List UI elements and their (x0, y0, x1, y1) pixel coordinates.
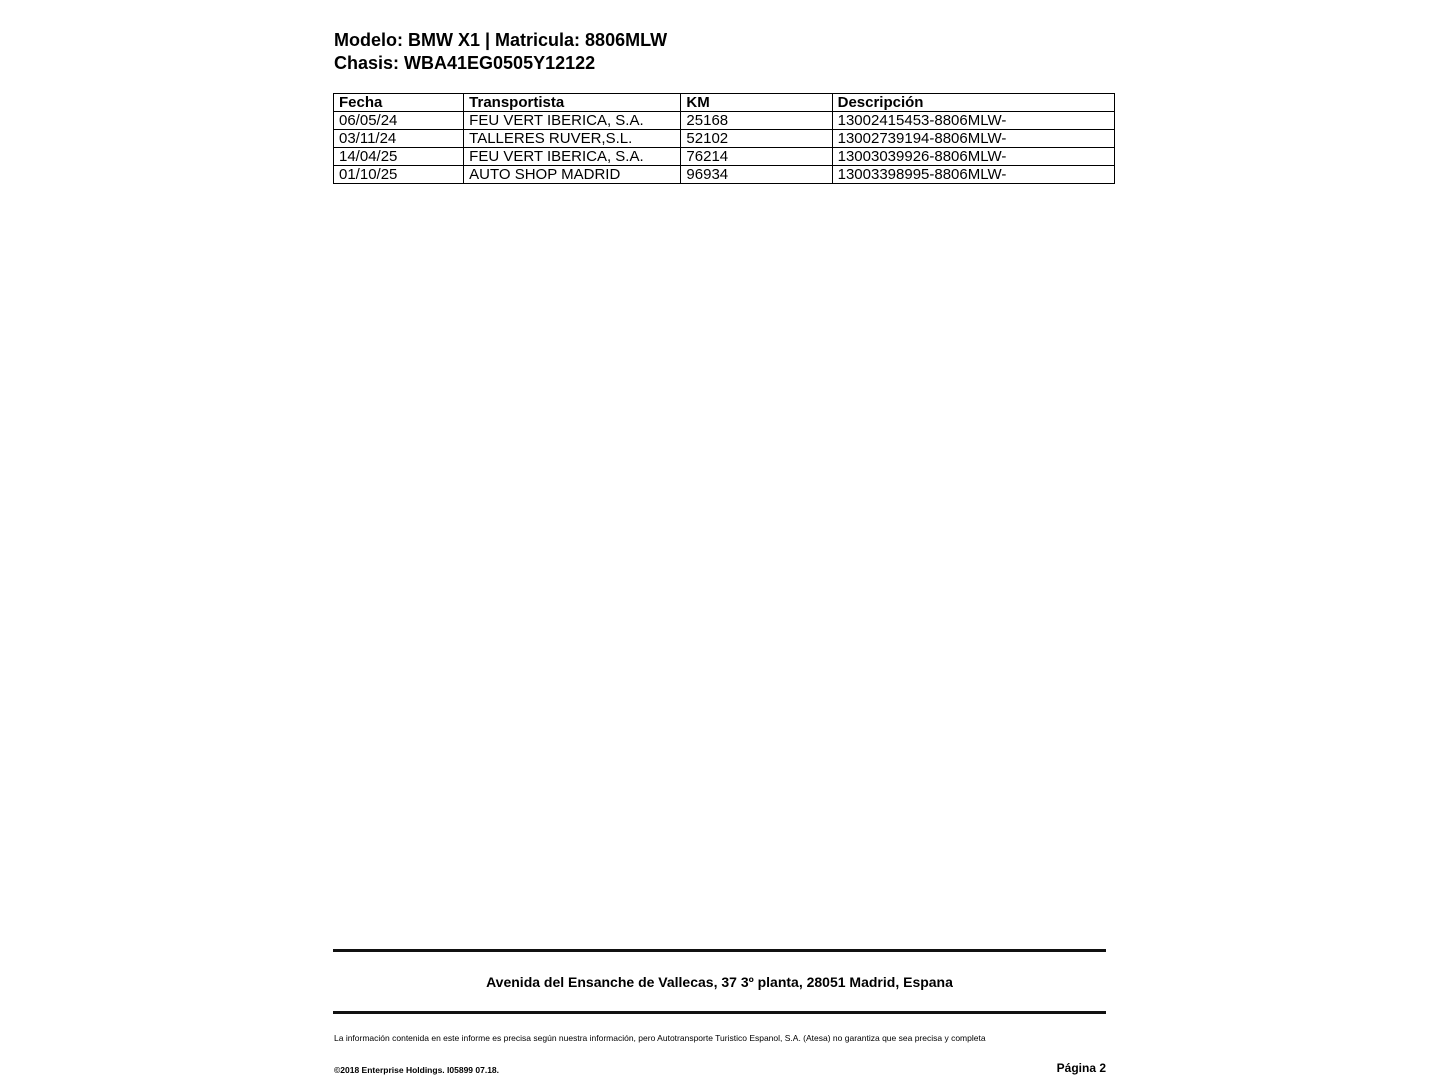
cell-km: 96934 (681, 166, 832, 184)
cell-km: 25168 (681, 112, 832, 130)
cell-descripcion: 13003398995-8806MLW- (832, 166, 1114, 184)
cell-transportista: FEU VERT IBERICA, S.A. (464, 148, 681, 166)
cell-km: 52102 (681, 130, 832, 148)
column-header-transportista: Transportista (464, 94, 681, 112)
table-row (334, 130, 1115, 148)
table-row (334, 112, 1115, 130)
cell-descripcion: 13002415453-8806MLW- (832, 112, 1114, 130)
service-records-table (333, 93, 1115, 184)
cell-km: 76214 (681, 148, 832, 166)
footer-divider-bottom (333, 1011, 1106, 1014)
document-header (334, 29, 667, 75)
vehicle-model-plate: Modelo: BMW X1 | Matricula: 8806MLW (334, 30, 668, 50)
page-number: Página 2 (1056, 1061, 1106, 1075)
cell-descripcion: 13002739194-8806MLW- (832, 130, 1114, 148)
table-row (334, 148, 1115, 166)
cell-fecha: 06/05/24 (334, 112, 464, 130)
company-address: Avenida del Ensanche de Vallecas, 37 3º planta, 28051 Madrid, Espana (486, 974, 953, 990)
column-header-km: KM (681, 94, 832, 112)
column-header-fecha: Fecha (334, 94, 464, 112)
cell-fecha: 01/10/25 (334, 166, 464, 184)
table-row (334, 166, 1115, 184)
cell-transportista: FEU VERT IBERICA, S.A. (464, 112, 681, 130)
column-header-descripcion: Descripción (832, 94, 1114, 112)
table-header-row (334, 94, 1115, 112)
copyright-text: ©2018 Enterprise Holdings. I05899 07.18. (334, 1065, 500, 1075)
cell-fecha: 03/11/24 (334, 130, 464, 148)
disclaimer-text: La información contenida en este informe es precisa según nuestra información, pero Autotransporte Turistico Espanol, S.A. (Atesa) no garantiza que sea precisa y completa (334, 1033, 986, 1043)
cell-fecha: 14/04/25 (334, 148, 464, 166)
cell-transportista: TALLERES RUVER,S.L. (464, 130, 681, 148)
cell-descripcion: 13003039926-8806MLW- (832, 148, 1114, 166)
cell-transportista: AUTO SHOP MADRID (464, 166, 681, 184)
vehicle-chassis: Chasis: WBA41EG0505Y12122 (334, 53, 596, 73)
footer-divider-top (333, 949, 1106, 952)
